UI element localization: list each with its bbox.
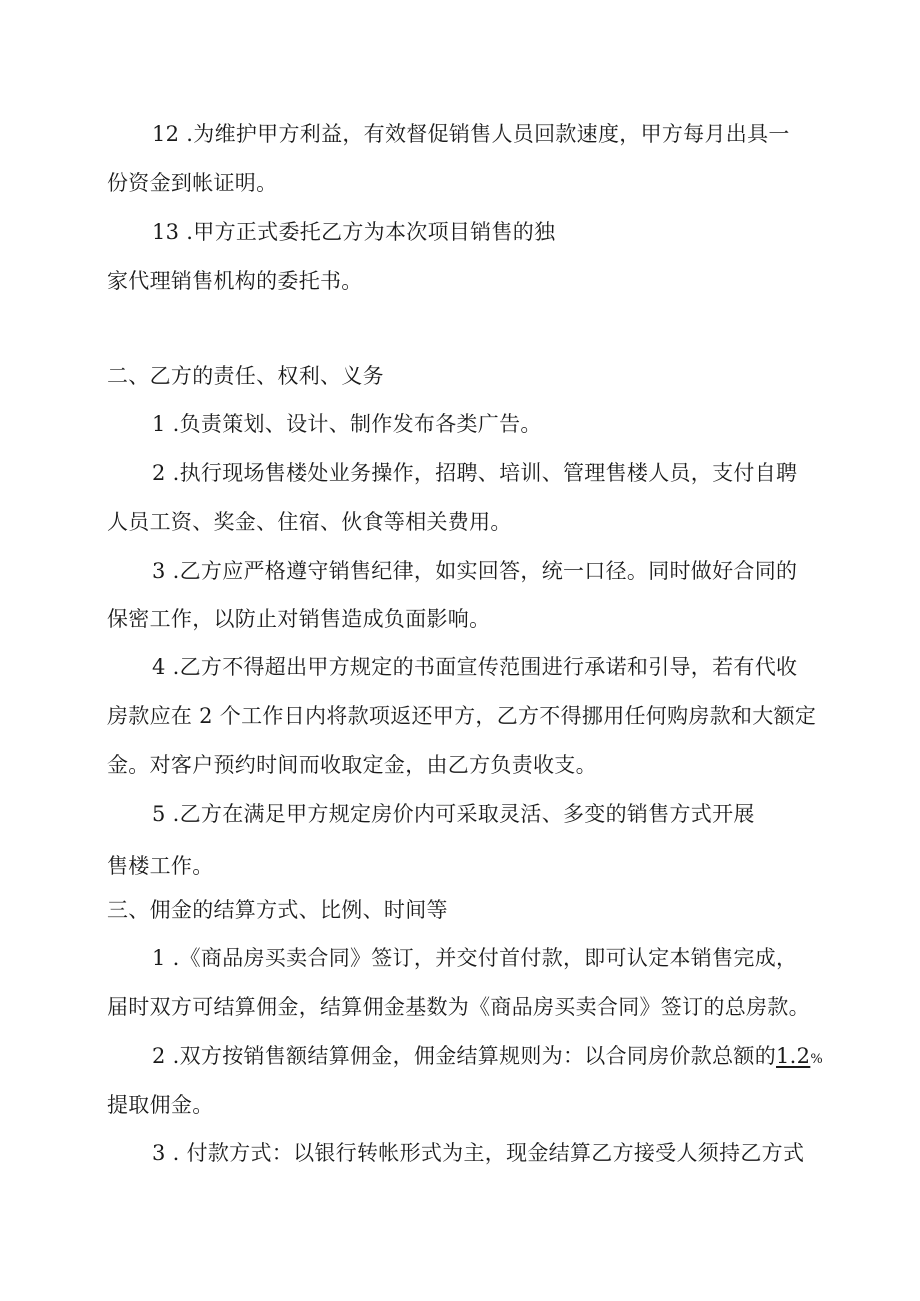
commission-rate-percent-sign: %: [810, 1052, 823, 1067]
section-2-item-4-line-1: 4 .乙方不得超出甲方规定的书面宣传范围进行承诺和引导，若有代收: [152, 655, 798, 679]
section-3-item-2-line-1: [152, 1043, 823, 1073]
paragraph-13-line-2: 家代理销售机构的委托书。: [107, 269, 363, 293]
section-2-item-1: 1 .负责策划、设计、制作发布各类广告。: [152, 412, 542, 436]
commission-rate-value: 1.2: [776, 1044, 811, 1068]
section-3-item-2-text: 2 .双方按销售额结算佣金，佣金结算规则为：以合同房价款总额的: [152, 1044, 777, 1068]
section-2-item-4-line-3: 金。对客户预约时间而收取定金，由乙方负责收支。: [107, 753, 597, 777]
paragraph-13-line-1: 13 .甲方正式委托乙方为本次项目销售的独: [152, 220, 556, 244]
section-2-item-4-line-2: 房款应在 2 个工作日内将款项返还甲方，乙方不得挪用任何购房款和大额定: [107, 704, 817, 728]
section-2-item-2-line-2: 人员工资、奖金、住宿、伙食等相关费用。: [107, 510, 512, 534]
paragraph-12-line-1: 12 .为维护甲方利益，有效督促销售人员回款速度，甲方每月出具一: [152, 122, 790, 146]
paragraph-12-line-2: 份资金到帐证明。: [107, 171, 278, 195]
section-2-item-3-line-1: 3 .乙方应严格遵守销售纪律，如实回答，统一口径。同时做好合同的: [152, 559, 798, 583]
section-3-item-1-line-1: 1 .《商品房买卖合同》签订，并交付首付款，即可认定本销售完成，: [152, 946, 798, 970]
section-3-item-3-line-1: 3 . 付款方式：以银行转帐形式为主，现金结算乙方接受人须持乙方式: [152, 1141, 805, 1165]
section-2-item-5-line-1: 5 .乙方在满足甲方规定房价内可采取灵活、多变的销售方式开展: [152, 802, 755, 826]
section-2-item-2-line-1: 2 .执行现场售楼处业务操作，招聘、培训、管理售楼人员，支付自聘: [152, 461, 798, 485]
section-2-heading: 二、乙方的责任、权利、义务: [107, 364, 384, 388]
section-2-item-3-line-2: 保密工作，以防止对销售造成负面影响。: [107, 607, 491, 631]
section-3-item-2-line-2: 提取佣金。: [107, 1093, 214, 1117]
section-3-item-1-line-2: 届时双方可结算佣金，结算佣金基数为《商品房买卖合同》签订的总房款。: [107, 995, 810, 1019]
section-2-item-5-line-2: 售楼工作。: [107, 854, 214, 878]
section-3-heading: 三、佣金的结算方式、比例、时间等: [107, 898, 448, 922]
